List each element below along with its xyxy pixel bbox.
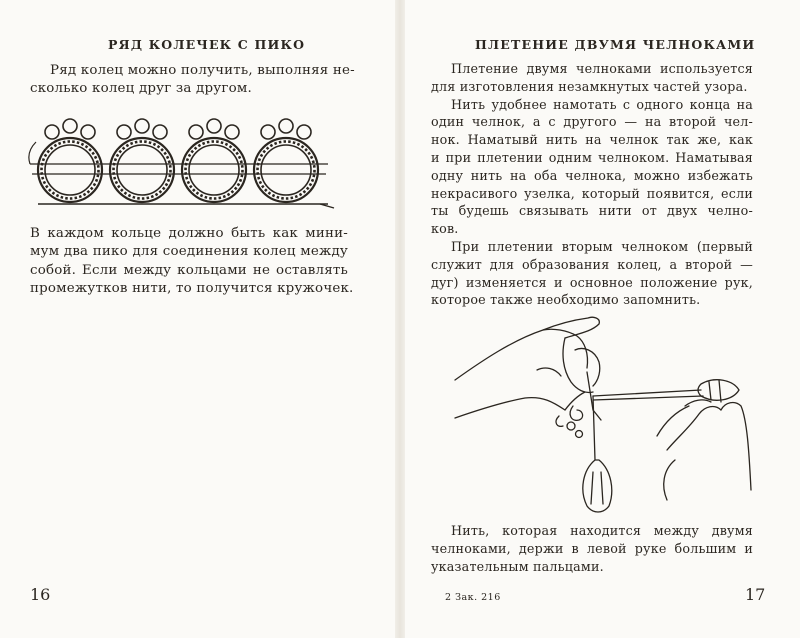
text-line: сколько колец друг за другом. (30, 81, 252, 97)
text-line: нок. Наматывй нить на челнок так же, как (431, 132, 753, 148)
left-paragraph-1 (30, 62, 355, 99)
text-line: Плетение двумя челноками используется (451, 61, 753, 76)
text-line: ты будешь связывать нити от двух челно- (431, 203, 753, 219)
left-paragraph-2 (30, 225, 354, 299)
text-line: челноками, держи в левой руке большим и (431, 540, 753, 556)
page-number-right: 17 (745, 585, 766, 604)
text-line: ков. (431, 221, 459, 237)
left-page-heading: РЯД КОЛЕЧЕК С ПИКО (108, 37, 306, 52)
book-gutter (395, 0, 405, 638)
text-line: которое также необходимо запомнить. (431, 292, 701, 308)
right-text-block (431, 60, 753, 309)
ring-row-picot-illustration (28, 112, 338, 217)
text-line: одну нить на оба челнока, можно избежать (431, 167, 753, 183)
hands-two-shuttles-illustration (453, 310, 753, 520)
text-line: Нить удобнее намотать с одного конца на (451, 96, 753, 112)
right-paragraph-4 (431, 522, 753, 575)
text-line: промежутков нити, то получится кружочек. (30, 281, 354, 297)
text-line: указательным пальцами. (431, 558, 604, 574)
text-line: Ряд колец можно получить, выполняя не- (50, 63, 355, 78)
right-page-heading: ПЛЕТЕНИЕ ДВУМЯ ЧЕЛНОКАМИ (475, 37, 756, 52)
print-signature: 2 Зак. 216 (445, 592, 501, 603)
text-line: В каждом кольце должно быть как мини- (30, 226, 348, 241)
left-page (0, 0, 395, 638)
text-line: для изготовления незамкнутых частей узора. (431, 78, 748, 94)
text-line: собой. Если между кольцами не оставлять (30, 262, 348, 278)
right-page (405, 0, 800, 638)
page-number-left: 16 (30, 585, 51, 604)
text-line: служит для образования колец, а второй — (431, 256, 753, 272)
text-line: дуг) изменяется и основное положение рук, (431, 274, 753, 290)
text-line: некрасивого узелка, который появится, если (431, 185, 753, 201)
text-line: мум два пико для соединения колец между (30, 244, 348, 260)
text-line: Нить, которая находится между двумя (451, 523, 753, 538)
text-line: и при плетении одним челноком. Наматывая (431, 149, 753, 165)
text-line: При плетении вторым челноком (первый (451, 238, 753, 254)
text-line: один челнок, а с другого — на второй чел- (431, 114, 753, 130)
